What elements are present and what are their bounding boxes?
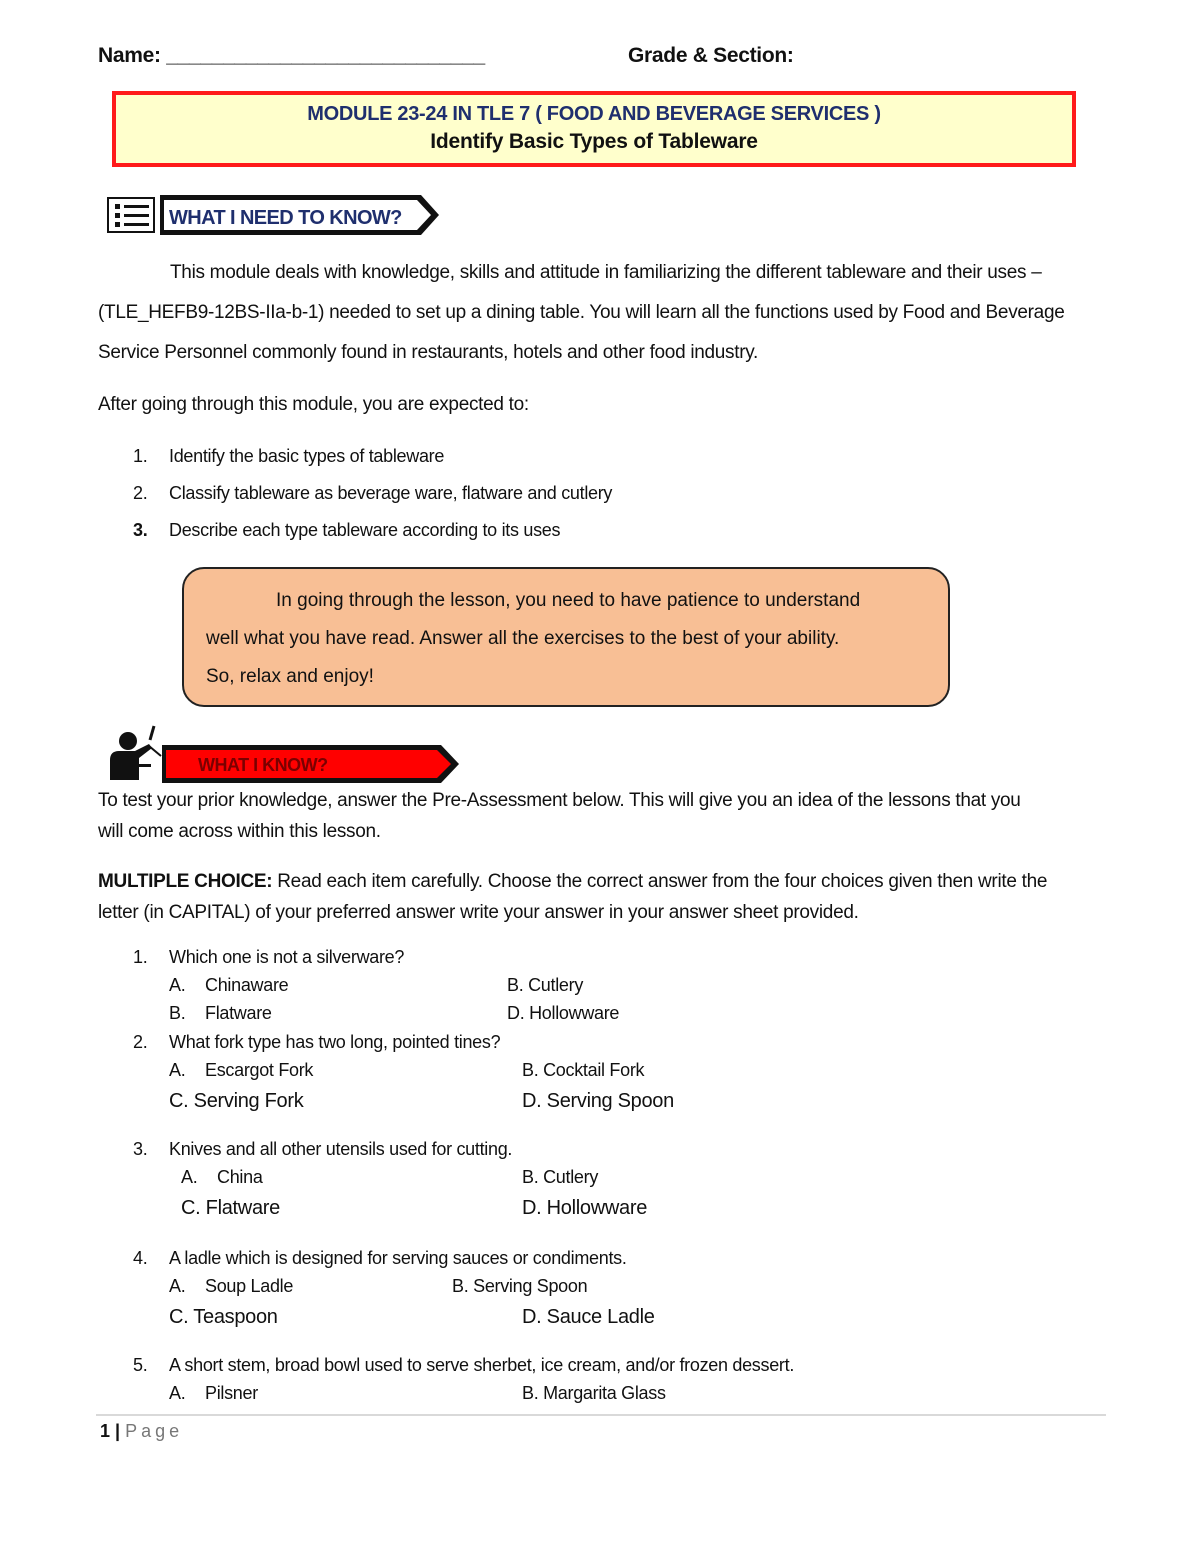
option-a: A. Soup Ladle (169, 1276, 294, 1296)
multiple-choice-instructions: MULTIPLE CHOICE: Read each item carefully. Choose the correct answer from the four choices given then write the letter (in CAPITAL) of your preferred answer write your answer in your answer sheet provided. (98, 871, 1048, 923)
name-label: Name: ____________________________ (98, 44, 485, 67)
what-i-know-title: WHAT I KNOW? (198, 755, 328, 775)
presenter-icon (110, 726, 161, 780)
option-a: A. Chinaware (169, 975, 289, 995)
name-blank[interactable]: ____________________________ (166, 44, 485, 67)
module-code: MODULE 23-24 IN TLE 7 ( FOOD AND BEVERAGE SERVICES ) (307, 103, 881, 125)
option-d: D. Hollowware (507, 1003, 620, 1023)
motivation-callout: In going through the lesson, you need to have patience to understand well what you have read. Answer all the exercises to the best of your ability. So, relax and enjoy! (182, 567, 950, 707)
objectives-list (133, 446, 612, 557)
option-d: D. Serving Spoon (522, 1090, 674, 1112)
option-c: C. Teaspoon (169, 1306, 278, 1328)
option-d: D. Hollowware (522, 1197, 648, 1219)
option-c: C. Serving Fork (169, 1090, 304, 1112)
question-2: 2. What fork type has two long, pointed tines? (133, 1032, 501, 1052)
question-4: 4. A ladle which is designed for serving sauces or condiments. (133, 1248, 627, 1268)
option-b: B. Serving Spoon (452, 1276, 588, 1296)
page-footer: 1 | Page (100, 1421, 184, 1441)
need-to-know-title: WHAT I NEED TO KNOW? (169, 207, 402, 229)
question-3: 3. Knives and all other utensils used for cutting. (133, 1139, 513, 1159)
expectation-text: After going through this module, you are expected to: (98, 394, 529, 415)
footer-divider (96, 1414, 1106, 1416)
module-title-box (112, 91, 1076, 167)
option-b: B. Cutlery (507, 975, 584, 995)
option-d: D. Sauce Ladle (522, 1306, 655, 1328)
option-b: B. Cocktail Fork (522, 1060, 645, 1080)
list-icon (108, 198, 154, 232)
list-item: 2. Classify tableware as beverage ware, flatware and cutlery (133, 483, 613, 503)
page-word: Page (125, 1421, 184, 1441)
page-number: 1 (100, 1421, 111, 1441)
option-c: B. Flatware (169, 1003, 272, 1023)
grade-section-label: Grade & Section: (628, 44, 794, 67)
option-a: A. Pilsner (169, 1383, 258, 1403)
option-b: B. Margarita Glass (522, 1383, 666, 1403)
option-b: B. Cutlery (522, 1167, 599, 1187)
list-item: 3. Describe each type tableware according to its uses (133, 520, 561, 540)
list-item: 1. Identify the basic types of tableware (133, 446, 445, 466)
module-title: Identify Basic Types of Tableware (430, 130, 758, 153)
question-5: 5. A short stem, broad bowl used to serve sherbet, ice cream, and/or frozen dessert. (133, 1355, 795, 1375)
option-a: A. China (181, 1167, 263, 1187)
question-1: 1. Which one is not a silverware? (133, 947, 405, 967)
option-c: C. Flatware (181, 1197, 280, 1219)
pre-assessment-intro: To test your prior knowledge, answer the Pre-Assessment below. This will give you an idea of the lessons that you will come across within this lesson. (98, 790, 1021, 842)
option-a: A. Escargot Fork (169, 1060, 314, 1080)
module-intro: This module deals with knowledge, skills and attitude in familiarizing the different tableware and their uses – (TLE_HEFB9-12BS-IIa-b-1) needed to set up a dining table. You will learn all the functions used by Food and Beverage Service Personnel commonly found in restaurants, hotels and other food industry. (98, 262, 1065, 363)
